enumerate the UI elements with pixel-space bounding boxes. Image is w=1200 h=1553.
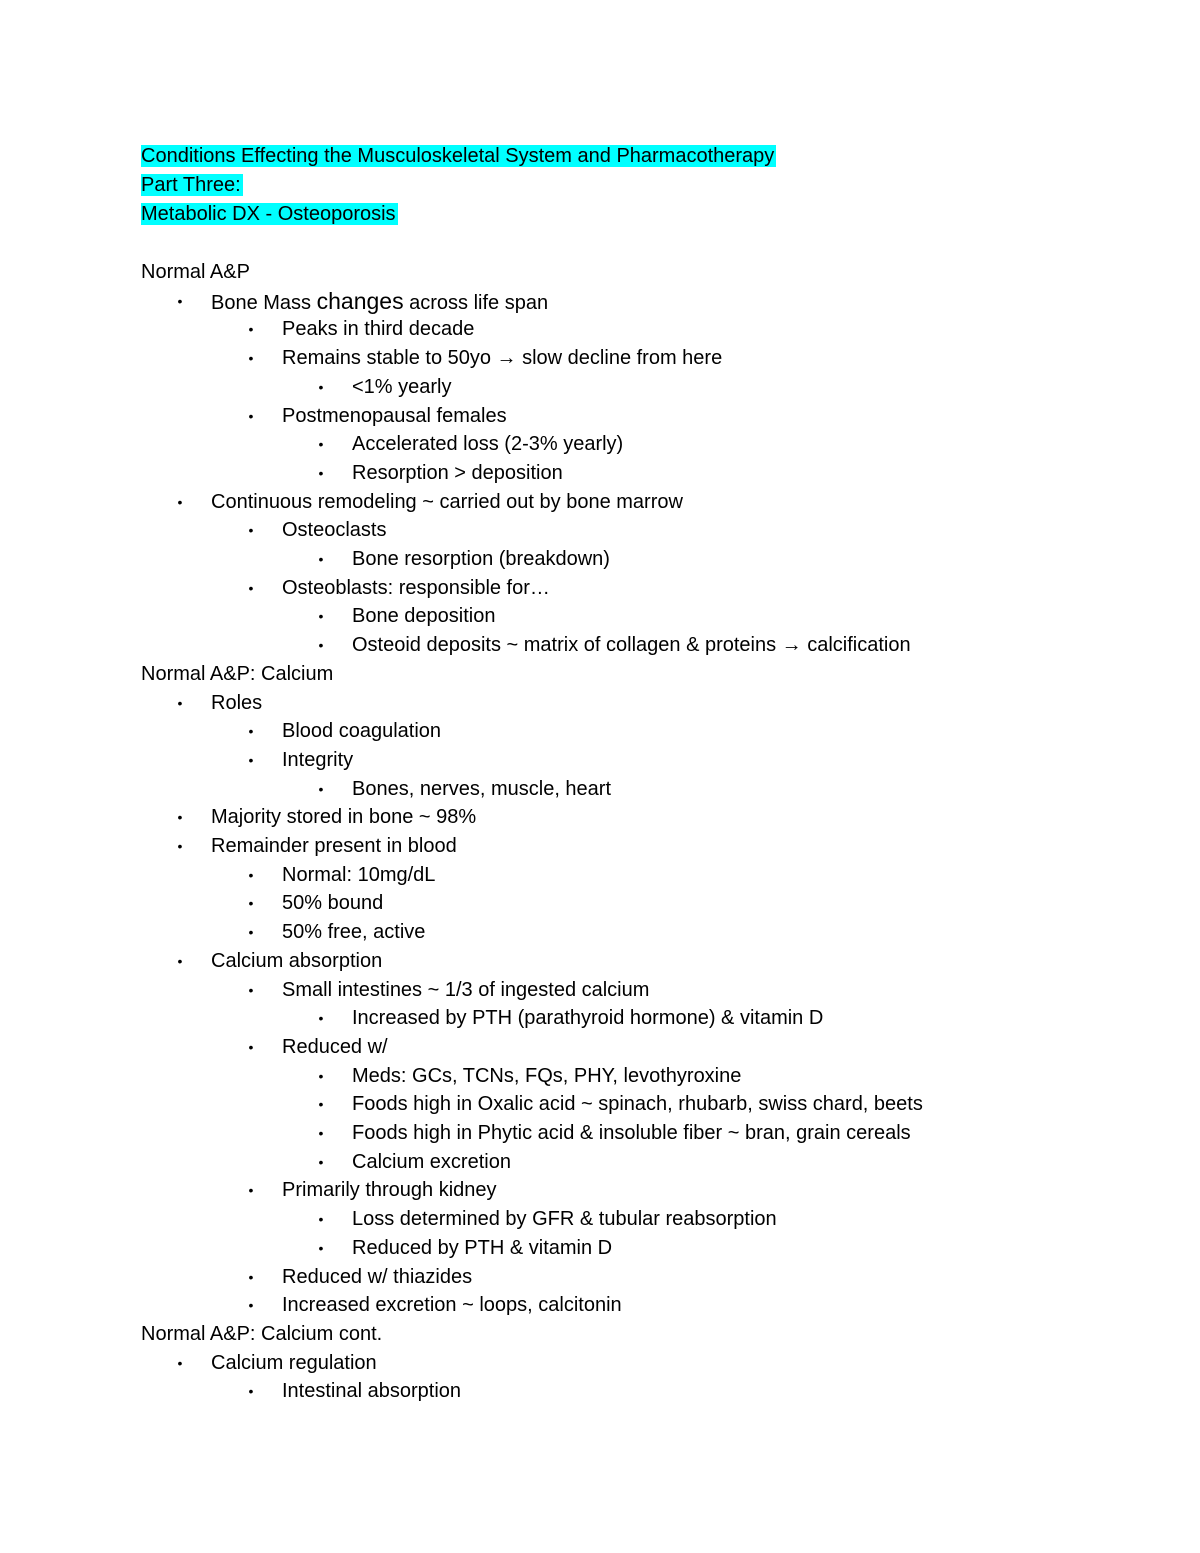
highlighted-title: Conditions Effecting the Musculoskeletal System and Pharmacotherapy <box>141 145 775 167</box>
bullet-icon: • <box>318 781 324 797</box>
outline-item <box>282 574 550 603</box>
item-text: Reduced w/ <box>282 1036 388 1058</box>
outline-item <box>352 1205 777 1234</box>
bullet-icon: • <box>248 350 254 366</box>
bullet-icon: • <box>248 522 254 538</box>
item-text: Increased excretion ~ loops, calcitonin <box>282 1294 622 1316</box>
outline-item <box>352 602 495 631</box>
bullet-icon: • <box>177 1355 183 1371</box>
bullet-icon: • <box>318 1211 324 1227</box>
bullet-icon: • <box>248 924 254 940</box>
item-text: Accelerated loss (2-3% yearly) <box>352 433 624 455</box>
outline-item <box>282 746 353 775</box>
bullet-icon: • <box>248 1039 254 1055</box>
bullet-icon: • <box>177 293 183 309</box>
bullet-icon: • <box>318 1096 324 1112</box>
outline-item <box>282 861 435 890</box>
part-label <box>141 171 243 200</box>
item-text: Postmenopausal females <box>282 405 507 427</box>
item-text: Normal A&P: Calcium <box>141 663 334 685</box>
item-text: Foods high in Phytic acid & insoluble fiber ~ bran, grain cereals <box>352 1122 911 1144</box>
bullet-icon: • <box>248 867 254 883</box>
outline-item <box>282 717 441 746</box>
bullet-icon: • <box>318 1125 324 1141</box>
outline-item <box>211 488 683 517</box>
item-text: Intestinal absorption <box>282 1380 462 1402</box>
outline-item <box>352 459 563 488</box>
outline-item <box>282 889 383 918</box>
item-text: Calcium regulation <box>211 1352 377 1374</box>
bullet-icon: • <box>248 321 254 337</box>
bullet-icon: • <box>248 982 254 998</box>
bullet-icon: • <box>248 1269 254 1285</box>
outline-item <box>352 1062 741 1091</box>
item-text-segment: across life span <box>403 292 549 314</box>
outline-item <box>282 402 507 431</box>
outline-item <box>352 373 452 402</box>
item-text: <1% yearly <box>352 376 452 398</box>
item-text: Reduced w/ thiazides <box>282 1266 473 1288</box>
outline-item <box>352 430 623 459</box>
bullet-icon: • <box>248 408 254 424</box>
outline-item <box>211 947 382 976</box>
bullet-icon: • <box>318 1068 324 1084</box>
item-text: Meds: GCs, TCNs, FQs, PHY, levothyroxine <box>352 1065 742 1087</box>
bullet-icon: • <box>318 379 324 395</box>
outline-item <box>352 1090 923 1119</box>
item-text: Normal: 10mg/dL <box>282 864 436 886</box>
section-heading <box>141 1320 382 1349</box>
item-text: Roles <box>211 692 263 714</box>
outline-item <box>282 344 722 373</box>
document-title <box>141 142 776 171</box>
bullet-icon: • <box>318 1154 324 1170</box>
item-text-segment: changes <box>316 288 404 314</box>
item-text: Resorption > deposition <box>352 462 563 484</box>
bullet-icon: • <box>248 895 254 911</box>
item-text: Loss determined by GFR & tubular reabsorption <box>352 1208 777 1230</box>
outline-item <box>211 689 262 718</box>
outline-item <box>282 1377 461 1406</box>
item-text: Small intestines ~ 1/3 of ingested calcium <box>282 979 650 1001</box>
bullet-icon: • <box>318 637 324 653</box>
bullet-icon: • <box>248 723 254 739</box>
section-heading <box>141 258 250 287</box>
item-text: Blood coagulation <box>282 720 442 742</box>
outline-item <box>211 1349 377 1378</box>
item-text: Majority stored in bone ~ 98% <box>211 806 477 828</box>
bullet-icon: • <box>318 551 324 567</box>
item-text: Calcium absorption <box>211 950 383 972</box>
topic-heading <box>141 200 398 229</box>
bullet-icon: • <box>177 838 183 854</box>
item-text: Calcium excretion <box>352 1151 511 1173</box>
highlighted-part: Part Three: <box>141 174 241 196</box>
outline-item <box>352 1148 511 1177</box>
item-text-segment: Bone Mass <box>211 292 317 314</box>
item-text: 50% free, active <box>282 921 426 943</box>
bullet-icon: • <box>318 436 324 452</box>
item-text: Bones, nerves, muscle, heart <box>352 778 612 800</box>
bullet-icon: • <box>248 1383 254 1399</box>
outline-item <box>352 1004 823 1033</box>
item-text: Osteoblasts: responsible for… <box>282 577 550 599</box>
item-text: Osteoclasts <box>282 519 387 541</box>
bullet-icon: • <box>248 1297 254 1313</box>
outline-item <box>352 1119 911 1148</box>
bullet-icon: • <box>248 1182 254 1198</box>
outline-item <box>352 545 610 574</box>
outline-item <box>282 1291 622 1320</box>
bullet-icon: • <box>177 494 183 510</box>
item-text: Normal A&P <box>141 261 250 283</box>
item-text: Remains stable to 50yo → slow decline from here <box>282 347 723 369</box>
outline-item <box>352 631 911 660</box>
bullet-icon: • <box>318 1240 324 1256</box>
highlighted-topic: Metabolic DX - Osteoporosis <box>141 203 396 225</box>
bullet-icon: • <box>177 953 183 969</box>
item-text: Peaks in third decade <box>282 318 475 340</box>
item-text: Bone resorption (breakdown) <box>352 548 610 570</box>
bullet-icon: • <box>318 1010 324 1026</box>
bullet-icon: • <box>177 809 183 825</box>
bullet-icon: • <box>318 465 324 481</box>
item-text: 50% bound <box>282 892 384 914</box>
outline-item <box>282 1263 472 1292</box>
bullet-icon: • <box>177 695 183 711</box>
item-text: Integrity <box>282 749 354 771</box>
outline-item <box>352 775 611 804</box>
item-text: Foods high in Oxalic acid ~ spinach, rhubarb, swiss chard, beets <box>352 1093 923 1115</box>
outline-item <box>282 315 474 344</box>
bullet-icon: • <box>248 752 254 768</box>
item-text: Continuous remodeling ~ carried out by bone marrow <box>211 491 683 513</box>
item-text: Primarily through kidney <box>282 1179 497 1201</box>
outline-item <box>211 287 548 316</box>
item-text: Reduced by PTH & vitamin D <box>352 1237 613 1259</box>
item-text: Remainder present in blood <box>211 835 457 857</box>
item-text: Osteoid deposits ~ matrix of collagen & proteins → calcification <box>352 634 911 656</box>
bullet-icon: • <box>318 608 324 624</box>
outline-item <box>282 1033 388 1062</box>
outline-item <box>211 803 476 832</box>
section-heading <box>141 660 333 689</box>
item-text: Normal A&P: Calcium cont. <box>141 1323 383 1345</box>
item-text: Bone deposition <box>352 605 496 627</box>
bullet-icon: • <box>248 580 254 596</box>
outline-item <box>352 1234 612 1263</box>
outline-item <box>211 832 457 861</box>
outline-item <box>282 516 386 545</box>
outline-item <box>282 1176 497 1205</box>
item-text: Increased by PTH (parathyroid hormone) & vitamin D <box>352 1007 824 1029</box>
outline-item <box>282 976 649 1005</box>
outline-item <box>282 918 425 947</box>
